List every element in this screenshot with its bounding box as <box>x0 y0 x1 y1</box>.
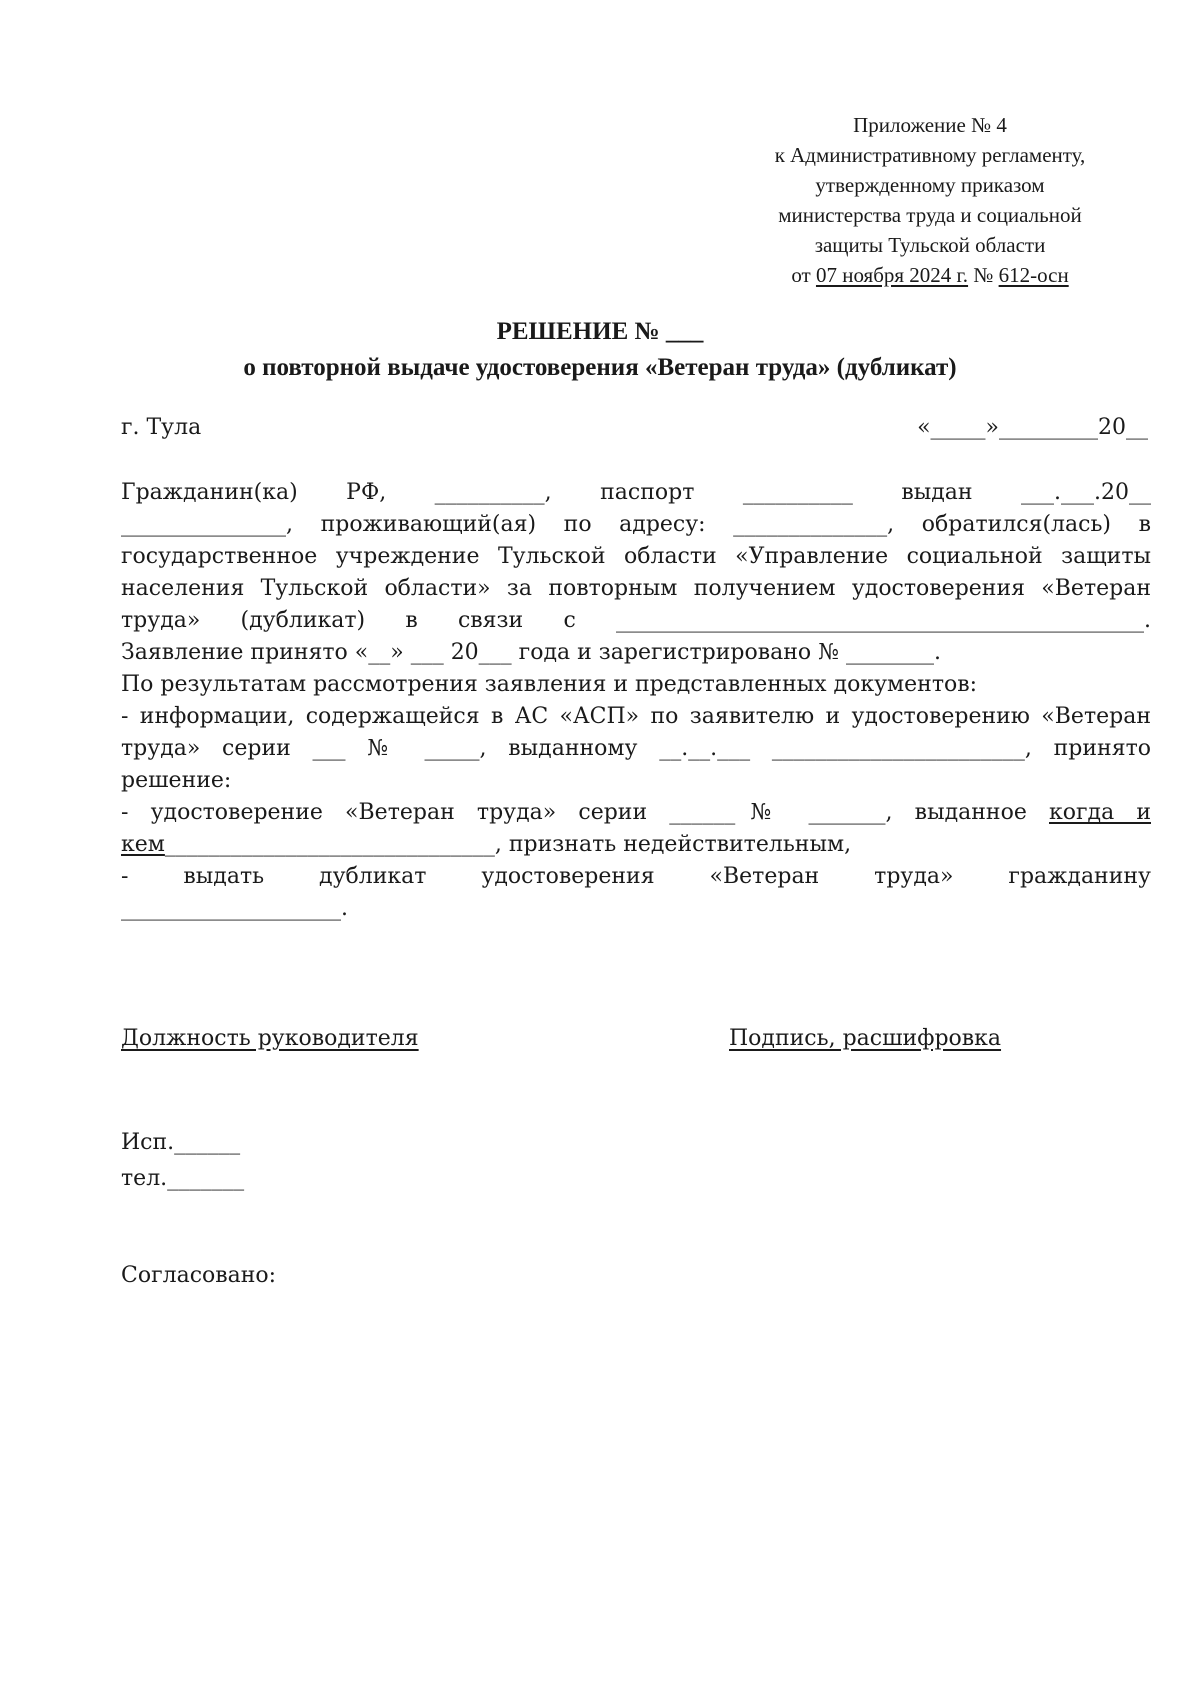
underlined-text: кем <box>121 832 165 857</box>
appendix-prefix: от <box>791 263 816 287</box>
date-blank: «_____»_________20__ <box>917 415 1148 440</box>
body-line: - выдать дубликат удостоверения «Ветеран труда» гражданину <box>121 864 1151 889</box>
phone-field: тел._______ <box>121 1166 245 1191</box>
position-label: Должность руководителя <box>121 1026 419 1051</box>
body-line: решение: <box>121 768 232 793</box>
signature-label: Подпись, расшифровка <box>729 1026 1002 1051</box>
body-line: государственное учреждение Тульской области «Управление социальной защиты <box>121 544 1151 569</box>
body-line-text: - удостоверение «Ветеран труда» серии ______№ _______, выданное <box>121 800 1027 825</box>
body-line: - информации, содержащейся в АС «АСП» по заявителю и удостоверению «Ветеран <box>121 704 1151 729</box>
underlined-text: когда и <box>1049 800 1151 825</box>
appendix-line: утвержденному приказом <box>815 173 1045 197</box>
order-date: 07 ноября 2024 г. <box>815 263 969 287</box>
body-line: _______________, проживающий(ая) по адресу: ______________, обратился(лась) в <box>121 512 1151 537</box>
body-line-text: ______________________________, признать недействительным, <box>164 832 852 857</box>
appendix-line: министерства труда и социальной <box>778 203 1082 227</box>
body-line: труда» серии ___ № _____, выданному __.__.___ _______________________, принято <box>121 736 1151 761</box>
document-subtitle: о повторной выдаче удостоверения «Ветеран труда» (дубликат) <box>243 354 957 381</box>
city: г. Тула <box>121 415 202 440</box>
body-line: Заявление принято «__» ___ 20___ года и зарегистрировано № ________. <box>121 640 941 665</box>
executor-field: Исп.______ <box>121 1130 241 1155</box>
body-line <box>121 800 1151 832</box>
body-line: Гражданин(ка) РФ, __________, паспорт __________ выдан ___.___.20__ <box>121 480 1151 505</box>
body-line: труда» (дубликат) в связи с ________________________________________________. <box>121 608 1151 633</box>
body-line: населения Тульской области» за повторным получением удостоверения «Ветеран <box>121 576 1151 601</box>
body-line: ____________________. <box>121 896 348 921</box>
order-number: 612-осн <box>998 263 1069 287</box>
number-sign: № <box>968 263 999 287</box>
document-title: РЕШЕНИЕ № ___ <box>496 318 704 345</box>
appendix-line: к Административному регламенту, <box>774 143 1086 167</box>
body-line: По результатам рассмотрения заявления и представленных документов: <box>121 672 978 697</box>
appendix-order-line <box>720 260 1140 290</box>
agreed-label: Согласовано: <box>121 1263 277 1288</box>
appendix-line: защиты Тульской области <box>814 233 1046 257</box>
body-line <box>121 832 851 857</box>
appendix-block <box>720 110 1140 300</box>
appendix-line: Приложение № 4 <box>853 113 1007 137</box>
